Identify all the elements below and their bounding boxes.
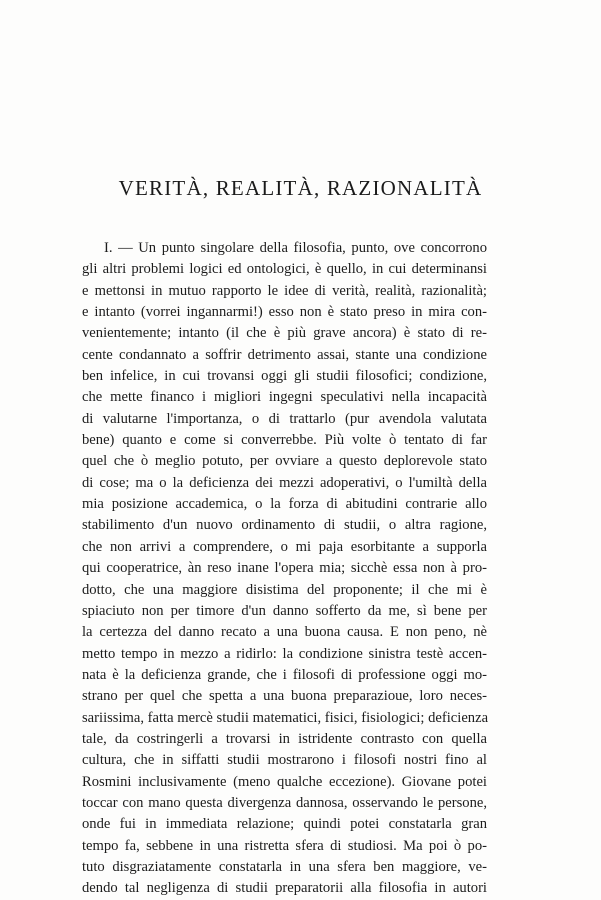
text-line: cultura, che in siffatti studii mostrarono i filosofi nostri fino al <box>82 752 487 769</box>
text-line: e intanto (vorrei ingannarmi!) esso non è stato preso in mira con- <box>82 304 487 321</box>
text-line: cente condannato a soffrir detrimento assai, stante una condizione <box>82 346 487 363</box>
text-line: quel che ò meglio potuto, per ovviare a questo deplorevole stato <box>82 453 487 470</box>
text-line: spiaciuto non per timore d'un danno sofferto da me, sì bene per <box>82 602 487 619</box>
text-line: stabilimento d'un nuovo ordinamento di studii, o altra ragione, <box>82 517 487 534</box>
text-line: e mettonsi in mutuo rapporto le idee di verità, realità, razionalità; <box>82 282 487 299</box>
text-line: che mette financo i migliori ingegni speculativi nella incapacità <box>82 389 487 406</box>
text-line: di cose; ma o la deficienza dei mezzi adoperativi, o l'umiltà della <box>82 474 487 491</box>
text-line: nata è la deficienza grande, che i filosofi di professione oggi mo- <box>82 666 487 683</box>
text-line: ben infelice, in cui trovansi oggi gli studii filosofici; condizione, <box>82 368 487 385</box>
text-line: I. — Un punto singolare della filosofia, punto, ove concorrono <box>104 240 487 256</box>
text-line: tempo fa, sebbene in una ristretta sfera di studiosi. Ma poi ò po- <box>82 837 487 854</box>
body-paragraph <box>82 238 487 900</box>
text-line: la certezza del danno recato a una buona causa. E non peno, nè <box>82 624 487 641</box>
text-line: tuto disgraziatamente constatarla in una sfera ben maggiore, ve- <box>82 858 487 875</box>
text-line: onde fui in immediata relazione; quindi potei constatarla gran <box>82 816 487 833</box>
text-line: metto tempo in mezzo a ridirlo: la condizione sinistra testè accen- <box>82 645 487 662</box>
text-line: strano per quel che spetta a una buona preparazioue, loro neces- <box>82 688 487 705</box>
text-line: tale, da costringerli a trovarsi in istridente contrasto con quella <box>82 730 487 747</box>
text-line: Rosmini inclusivamente (meno qualche eccezione). Giovane potei <box>82 773 487 790</box>
text-line: sariissima, fatta mercè studii matematici, fisici, fisiologici; deficienza <box>82 709 489 726</box>
text-line: venientemente; intanto (il che è più grave ancora) è stato di re- <box>82 325 487 342</box>
chapter-title: VERITÀ, REALITÀ, RAZIONALITÀ <box>118 176 483 200</box>
text-line: qui cooperatrice, àn reso inane l'opera mia; sicchè essa non à pro- <box>82 560 487 577</box>
text-line: che non arrivi a comprendere, o mi paja esorbitante a supporla <box>82 538 487 555</box>
text-line: gli altri problemi logici ed ontologici, è quello, in cui determinansi <box>82 261 487 278</box>
text-line: toccar con mano questa divergenza dannosa, osservando le persone, <box>82 794 487 811</box>
text-line: di valutarne l'importanza, o di trattarlo (pur avendola valutata <box>82 410 487 427</box>
text-line: dotto, che una maggiore disistima del proponente; il che mi è <box>82 581 487 598</box>
text-line: mia posizione accademica, o la forza di abitudini contrarie allo <box>82 496 487 513</box>
text-line: dendo tal negligenza di studii preparatorii alla filosofia in autori <box>82 880 487 897</box>
text-line: bene) quanto e come si converrebbe. Più volte ò tentato di far <box>82 432 487 449</box>
